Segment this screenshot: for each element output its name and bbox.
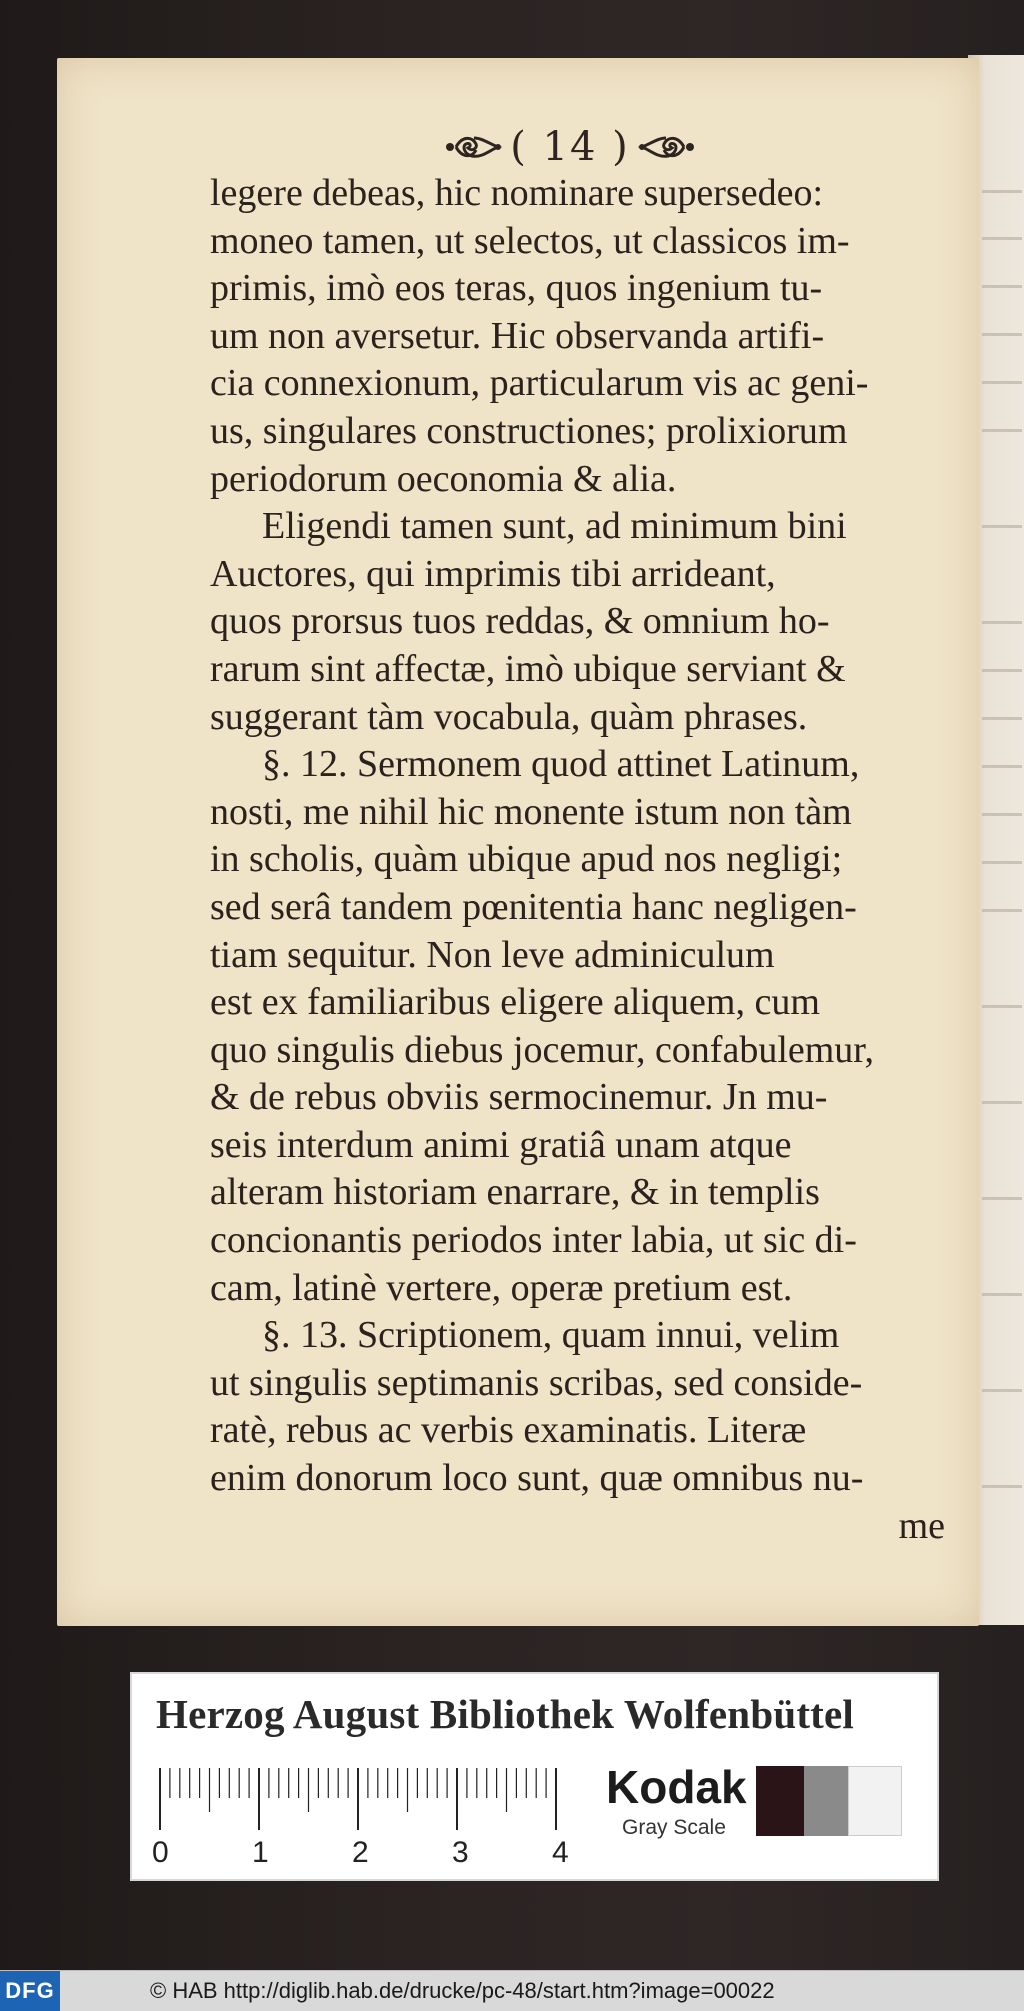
page-header bbox=[440, 122, 700, 172]
ruler-scale bbox=[158, 1766, 558, 1836]
copyright-link[interactable]: © HAB http://diglib.hab.de/drucke/pc-48/start.htm?image=00022 bbox=[150, 1978, 775, 2003]
text-line: tiam sequitur. Non leve adminiculum bbox=[210, 933, 775, 976]
text-line: cia connexionum, particularum vis ac geni- bbox=[210, 362, 869, 405]
text-line: moneo tamen, ut selectos, ut classicos im- bbox=[210, 219, 850, 262]
text-line: & de rebus obviis sermocinemur. Jn mu- bbox=[210, 1076, 828, 1119]
text-line: quos prorsus tuos reddas, & omnium ho- bbox=[210, 600, 830, 643]
text-line: seis interdum animi gratiâ unam atque bbox=[210, 1123, 792, 1166]
text-line: legere debeas, hic nominare supersedeo: bbox=[210, 172, 824, 214]
library-title: Herzog August Bibliothek Wolfenbüttel bbox=[156, 1691, 855, 1737]
left-ornament-icon bbox=[442, 132, 504, 162]
text-line: Eligendi tamen sunt, ad minimum bini bbox=[262, 505, 847, 548]
ruler-label: 4 bbox=[552, 1836, 569, 1869]
gray-swatch-dark bbox=[756, 1766, 804, 1836]
dfg-logo[interactable]: DFG bbox=[0, 1971, 60, 2011]
text-line: periodorum oeconomia & alia. bbox=[210, 457, 677, 500]
text-line: quo singulis diebus jocemur, confabulemur, bbox=[210, 1028, 874, 1071]
ruler-label: 3 bbox=[452, 1836, 469, 1869]
right-ornament-icon bbox=[636, 132, 698, 162]
text-line: concionantis periodos inter labia, ut sic di- bbox=[210, 1219, 857, 1262]
kodak-logo: Kodak bbox=[606, 1761, 747, 1813]
ruler-label: 1 bbox=[252, 1836, 269, 1869]
text-line: nosti, me nihil hic monente istum non tàm bbox=[210, 790, 852, 833]
color-reference-bar bbox=[130, 1672, 939, 1881]
text-line: suggerant tàm vocabula, quàm phrases. bbox=[210, 695, 808, 738]
gray-scale-label: Gray Scale bbox=[622, 1816, 726, 1839]
text-line: primis, imò eos teras, quos ingenium tu- bbox=[210, 267, 823, 310]
text-line: sed serâ tandem pœnitentia hanc negligen- bbox=[210, 885, 857, 928]
gray-swatch-light bbox=[848, 1766, 902, 1836]
catchword: me bbox=[898, 1504, 945, 1547]
ruler-label: 2 bbox=[352, 1836, 369, 1869]
ruler-label: 0 bbox=[152, 1836, 169, 1869]
text-line: um non aversetur. Hic observanda artifi- bbox=[210, 314, 825, 357]
text-line: us, singulares constructiones; prolixiorum bbox=[210, 409, 848, 452]
text-line: ut singulis septimanis scribas, sed conside- bbox=[210, 1361, 863, 1404]
text-line: enim donorum loco sunt, quæ omnibus nu- bbox=[210, 1457, 864, 1500]
text-line: ratè, rebus ac verbis examinatis. Literæ bbox=[210, 1409, 807, 1452]
text-line: Auctores, qui imprimis tibi arrideant, bbox=[210, 552, 776, 595]
text-line: §. 12. Sermonem quod attinet Latinum, bbox=[262, 743, 860, 786]
text-line: §. 13. Scriptionem, quam innui, velim bbox=[262, 1314, 840, 1357]
gray-swatch-mid bbox=[804, 1766, 848, 1836]
text-line: cam, latinè vertere, operæ pretium est. bbox=[210, 1266, 793, 1309]
text-line: in scholis, quàm ubique apud nos negligi; bbox=[210, 838, 843, 881]
page-text bbox=[210, 170, 945, 1550]
footer-bar bbox=[0, 1970, 1024, 2011]
page-number: ( 14 ) bbox=[510, 124, 630, 170]
text-line: rarum sint affectæ, imò ubique serviant & bbox=[210, 647, 846, 690]
text-line: est ex familiaribus eligere aliquem, cum bbox=[210, 981, 820, 1024]
text-line: alteram historiam enarrare, & in templis bbox=[210, 1171, 820, 1214]
